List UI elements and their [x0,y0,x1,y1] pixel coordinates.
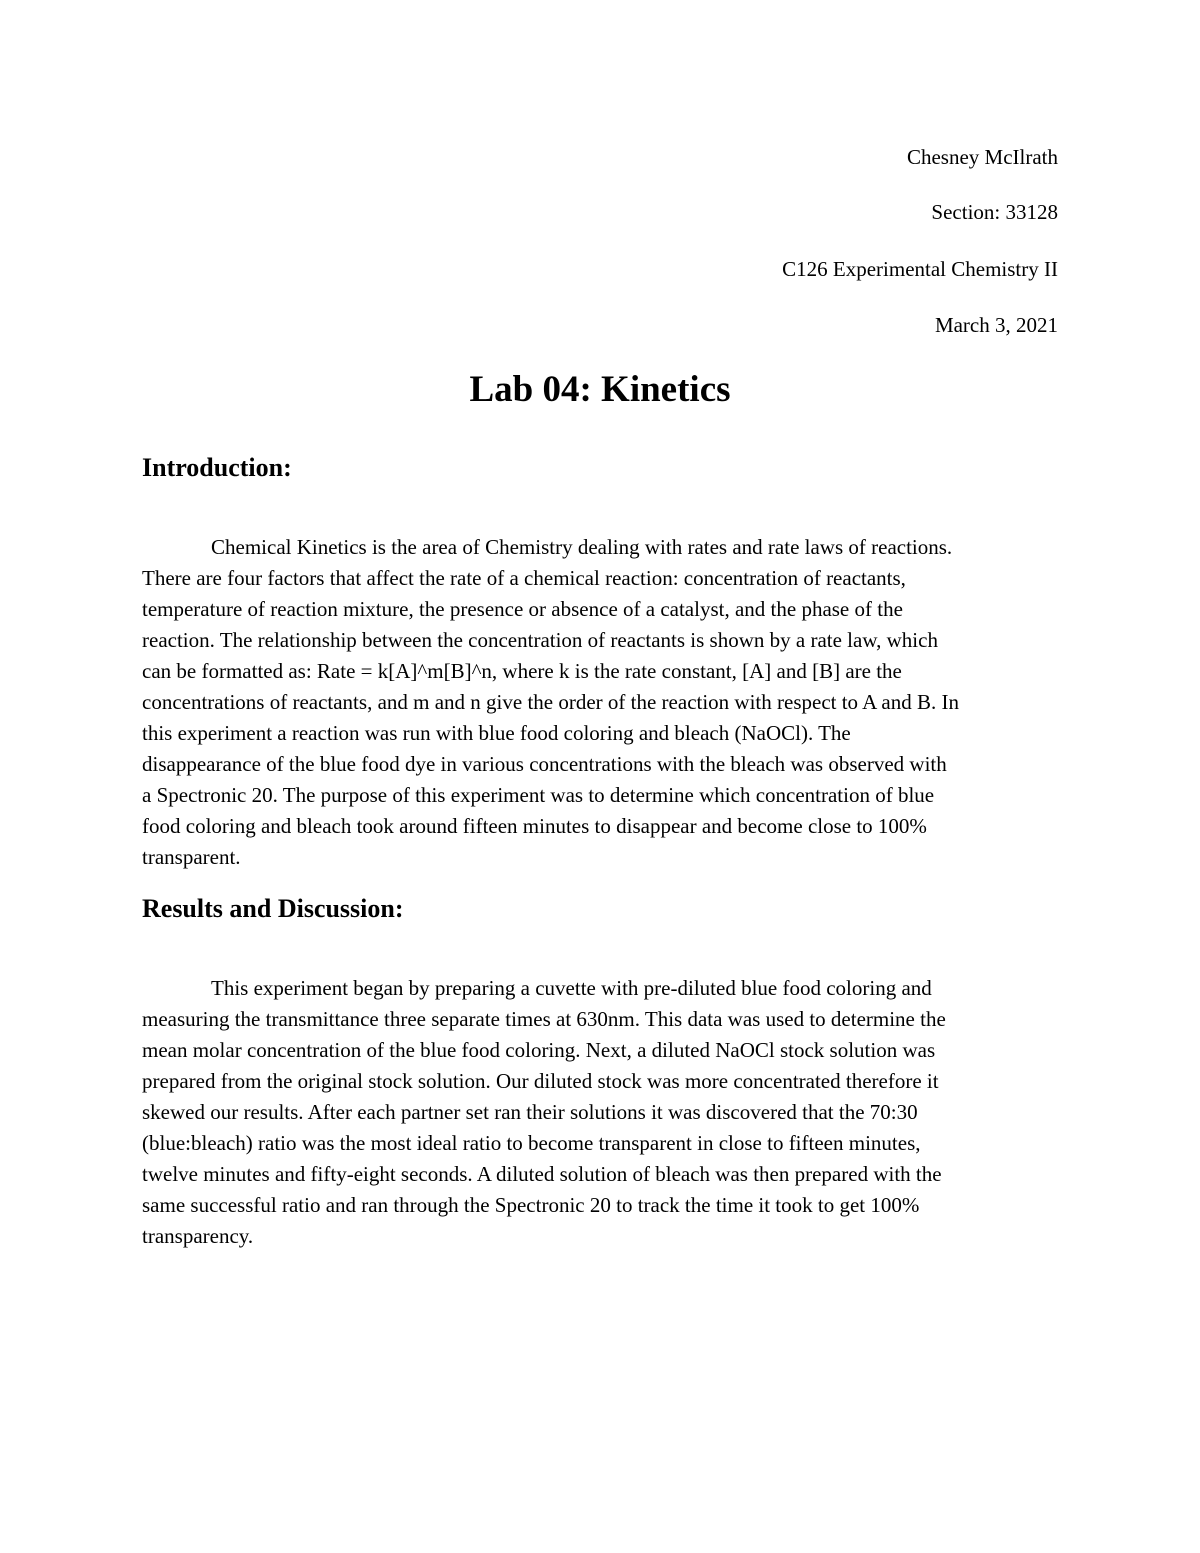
paragraph-line: mean molar concentration of the blue food coloring. Next, a diluted NaOCl stock solution was [142,1038,936,1062]
section-number: Section: 33128 [931,200,1058,224]
paragraph-line: temperature of reaction mixture, the presence or absence of a catalyst, and the phase of the [142,597,903,621]
paragraph-line: skewed our results. After each partner set ran their solutions it was discovered that the 70:30 [142,1100,918,1124]
introduction-paragraph [142,532,1062,873]
paragraph-line: a Spectronic 20. The purpose of this experiment was to determine which concentration of blue [142,783,935,807]
results-heading: Results and Discussion: [142,894,404,923]
paragraph-line: food coloring and bleach took around fifteen minutes to disappear and become close to 100% [142,814,927,838]
report-date: March 3, 2021 [934,313,1058,337]
paragraph-line: disappearance of the blue food dye in various concentrations with the bleach was observed with [142,752,947,776]
paragraph-line: reaction. The relationship between the concentration of reactants is shown by a rate law, which [142,628,938,652]
paragraph-line: (blue:bleach) ratio was the most ideal ratio to become transparent in close to fifteen minutes, [142,1131,921,1155]
paragraph-line: transparent. [142,845,241,869]
paragraph-line: concentrations of reactants, and m and n give the order of the reaction with respect to A and B. In [142,690,959,714]
paragraph-line: this experiment a reaction was run with blue food coloring and bleach (NaOCl). The [142,721,851,745]
document-title: Lab 04: Kinetics [469,369,731,410]
paragraph-line: There are four factors that affect the rate of a chemical reaction: concentration of reactants, [142,566,906,590]
paragraph-line: transparency. [142,1224,254,1248]
introduction-heading: Introduction: [142,453,292,482]
paragraph-line: Chemical Kinetics is the area of Chemistry dealing with rates and rate laws of reactions. [211,535,953,559]
paragraph-line: measuring the transmittance three separate times at 630nm. This data was used to determine the [142,1007,946,1031]
results-paragraph [142,973,1062,1252]
paragraph-line: can be formatted as: Rate = k[A]^m[B]^n, where k is the rate constant, [A] and [B] are the [142,659,902,683]
paragraph-line: same successful ratio and ran through the Spectronic 20 to track the time it took to get 100% [142,1193,920,1217]
course-name: C126 Experimental Chemistry II [782,257,1058,281]
paragraph-line: twelve minutes and fifty-eight seconds. A diluted solution of bleach was then prepared with the [142,1162,942,1186]
paragraph-line: This experiment began by preparing a cuvette with pre-diluted blue food coloring and [211,976,932,1000]
author-name: Chesney McIlrath [906,145,1058,169]
paragraph-line: prepared from the original stock solution. Our diluted stock was more concentrated therefore it [142,1069,939,1093]
